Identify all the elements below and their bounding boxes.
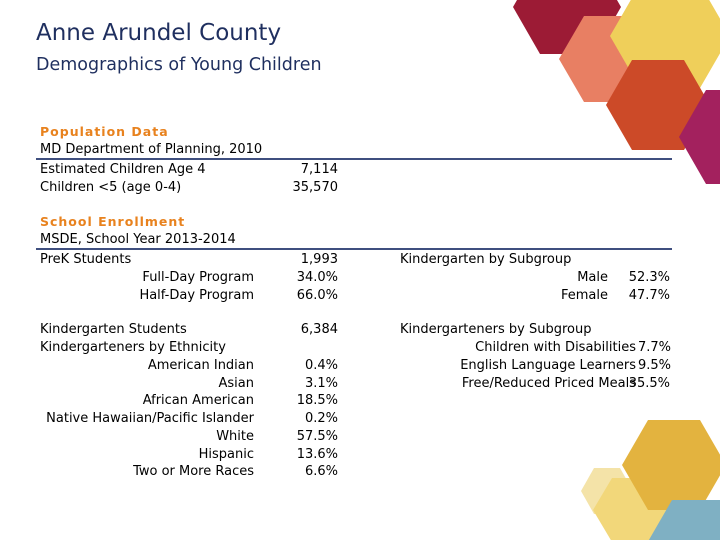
population-row-value: 35,570 xyxy=(292,180,338,195)
k-subgroup-row-label: Female xyxy=(560,288,608,303)
population-heading: Population Data xyxy=(40,124,169,139)
kinder-value: 6,384 xyxy=(300,322,338,337)
page-title: Anne Arundel County xyxy=(36,20,282,46)
kers-subgroup-row-label: English Language Learners xyxy=(460,358,636,373)
kers-subgroup-row-value: 9.5% xyxy=(638,358,672,373)
prek-value: 1,993 xyxy=(300,252,338,267)
kers-subgroup-label: Kindergarteners by Subgroup xyxy=(400,322,592,337)
kinder-label: Kindergarten Students xyxy=(40,322,187,337)
ethnicity-row-value: 0.4% xyxy=(304,358,338,373)
ethnicity-row-label: Two or More Races xyxy=(133,464,254,479)
population-row-value: 7,114 xyxy=(300,162,338,177)
k-subgroup-label: Kindergarten by Subgroup xyxy=(400,252,572,267)
k-subgroup-row-value: 52.3% xyxy=(628,270,670,285)
ethnicity-row-value: 3.1% xyxy=(304,376,338,391)
population-source: MD Department of Planning, 2010 xyxy=(40,142,263,157)
population-row-label: Estimated Children Age 4 xyxy=(40,162,206,177)
ethnicity-row-label: Native Hawaiian/Pacific Islander xyxy=(46,411,254,426)
prek-row-value: 34.0% xyxy=(296,270,338,285)
kers-subgroup-row-label: Free/Reduced Priced Meals xyxy=(461,376,636,391)
ethnicity-row-label: Hispanic xyxy=(198,447,254,462)
prek-row-label: Full-Day Program xyxy=(142,270,254,285)
ethnicity-row-value: 57.5% xyxy=(296,429,338,444)
ethnicity-row-label: American Indian xyxy=(147,358,254,373)
enrollment-heading: School Enrollment xyxy=(40,214,186,229)
enrollment-source: MSDE, School Year 2013-2014 xyxy=(40,232,236,247)
kers-subgroup-row-value: 35.5% xyxy=(628,376,670,391)
ethnicity-row-value: 6.6% xyxy=(304,464,338,479)
k-subgroup-row-label: Male xyxy=(577,270,608,285)
ethnicity-row-label: Asian xyxy=(218,376,254,391)
kers-subgroup-row-value: 7.7% xyxy=(638,340,672,355)
ethnicity-row-value: 18.5% xyxy=(296,393,338,408)
ethnicity-row-value: 13.6% xyxy=(296,447,338,462)
ethnicity-row-value: 0.2% xyxy=(304,411,338,426)
section-rule xyxy=(36,158,672,160)
kers-subgroup-row-label: Children with Disabilities xyxy=(475,340,636,355)
population-row-label: Children <5 (age 0-4) xyxy=(40,180,182,195)
ethnicity-row-label: African American xyxy=(142,393,254,408)
prek-row-label: Half-Day Program xyxy=(139,288,254,303)
k-subgroup-row-value: 47.7% xyxy=(628,288,670,303)
ethnicity-label: Kindergarteners by Ethnicity xyxy=(40,340,226,355)
prek-row-value: 66.0% xyxy=(296,288,338,303)
ethnicity-row-label: White xyxy=(216,429,254,444)
page-subtitle: Demographics of Young Children xyxy=(36,55,322,75)
section-rule xyxy=(36,248,672,250)
prek-label: PreK Students xyxy=(40,252,132,267)
